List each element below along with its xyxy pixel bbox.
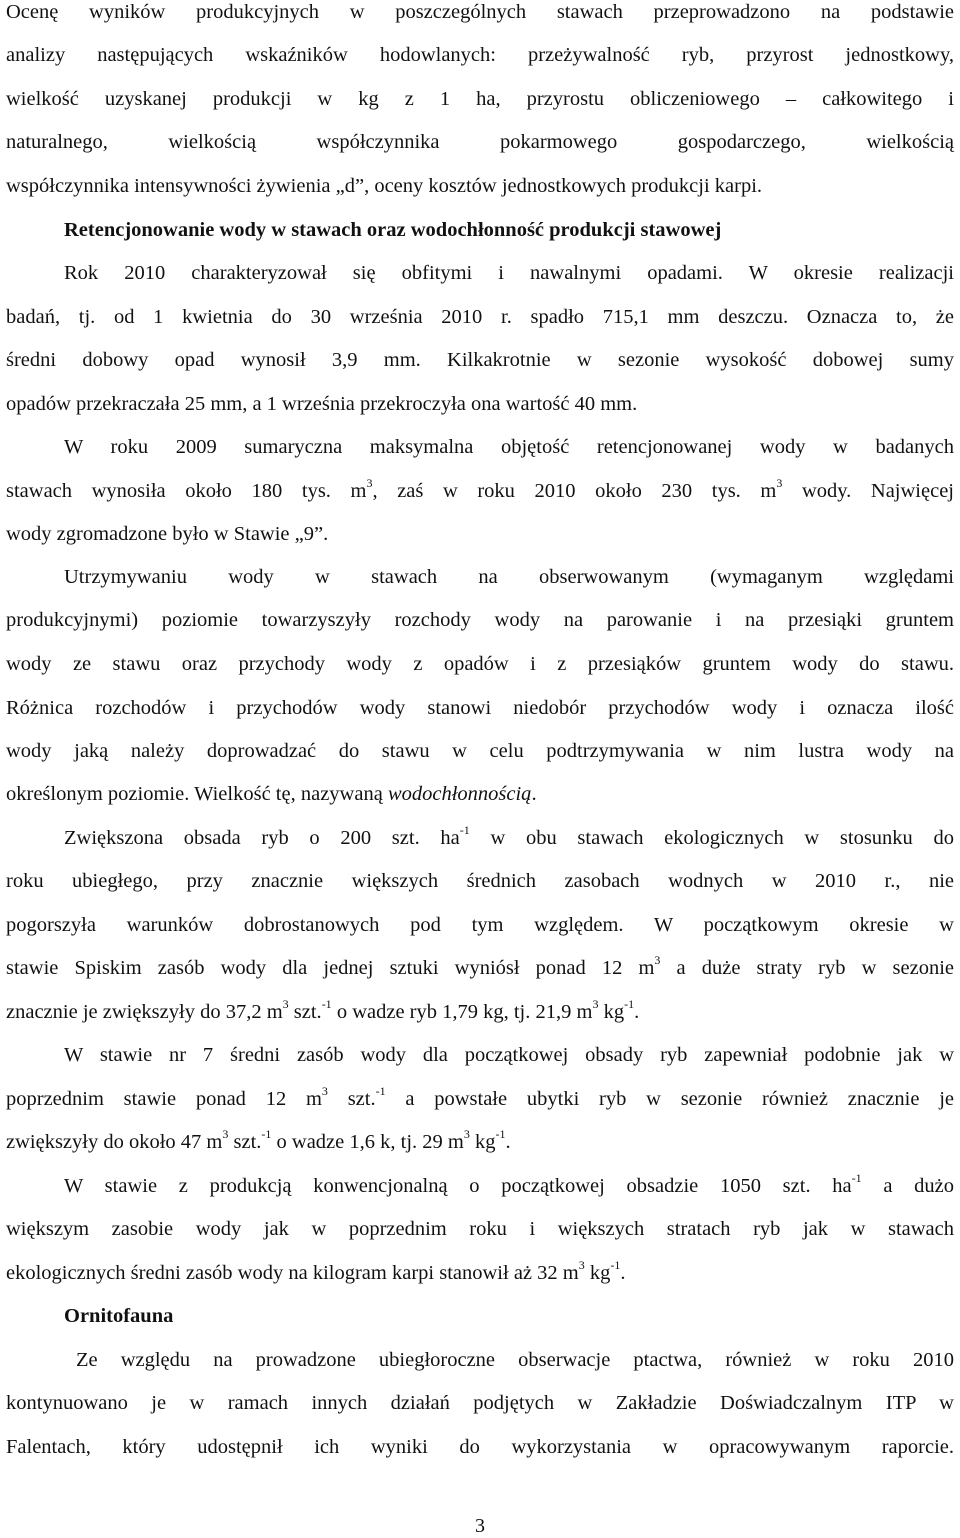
paragraph-line: W stawie nr 7 średni zasób wody dla początkowej obsady ryb zapewniał podobnie jak w — [64, 1044, 954, 1066]
text-run: kg — [584, 1262, 611, 1284]
superscript: -1 — [851, 1171, 862, 1186]
text-run: o wadze ryb 1,79 kg, tj. 21,9 m — [331, 1001, 593, 1023]
paragraph-line — [64, 1172, 954, 1200]
superscript: 3 — [776, 476, 783, 491]
paragraph-line: naturalnego, wielkością współczynnika pokarmowego gospodarczego, wielkością — [6, 131, 954, 153]
text-run: . — [505, 1131, 511, 1153]
text-run: szt. — [228, 1131, 262, 1153]
paragraph-line — [6, 954, 954, 982]
text-run: . — [531, 783, 537, 805]
text-run: a powstałe ubytki ryb w sezonie również znacznie je — [385, 1088, 954, 1110]
superscript: 3 — [321, 1084, 328, 1099]
text-run: określonym poziomie. Wielkość tę, nazywaną — [6, 783, 388, 805]
text-run: Zwiększona obsada ryb o 200 szt. ha — [64, 827, 460, 849]
paragraph-line — [6, 477, 954, 505]
text-run: szt. — [288, 1001, 322, 1023]
text-run: . — [620, 1262, 626, 1284]
text-run: znacznie je zwiększyły do 37,2 m — [6, 1001, 283, 1023]
paragraph-line: wielkość uzyskanej produkcji w kg z 1 ha, przyrostu obliczeniowego – całkowitego i — [6, 88, 954, 110]
text-run: o wadze 1,6 k, tj. 29 m — [271, 1131, 464, 1153]
superscript: 3 — [222, 1127, 229, 1142]
text-run: stawie Spiskim zasób wody dla jednej sztuki wyniósł ponad 12 m — [6, 957, 655, 979]
superscript: 3 — [578, 1258, 585, 1273]
paragraph-line: średni dobowy opad wynosił 3,9 mm. Kilkakrotnie w sezonie wysokość dobowej sumy — [6, 349, 954, 371]
paragraph-line: opadów przekraczała 25 mm, a 1 września przekroczyła ona wartość 40 mm. — [6, 393, 638, 415]
superscript: 3 — [366, 476, 373, 491]
superscript: 3 — [654, 953, 661, 968]
text-run: szt. — [327, 1088, 376, 1110]
superscript: -1 — [459, 823, 470, 838]
text-run: w obu stawach ekologicznych w stosunku do — [469, 827, 955, 849]
paragraph-line: analizy następujących wskaźników hodowlanych: przeżywalność ryb, przyrost jednostkowy, — [6, 44, 954, 66]
section-heading: Ornitofauna — [64, 1305, 174, 1327]
superscript: -1 — [261, 1127, 272, 1142]
text-run: . — [634, 1001, 640, 1023]
text-run: ekologicznych średni zasób wody na kilogram karpi stanowił aż 32 m — [6, 1262, 579, 1284]
paragraph-line: pogorszyła warunków dobrostanowych pod tym względem. W początkowym okresie w — [6, 914, 954, 936]
paragraph-line: Ocenę wyników produkcyjnych w poszczególnych stawach przeprowadzono na podstawie — [6, 1, 954, 23]
superscript: 3 — [592, 997, 599, 1012]
superscript: 3 — [463, 1127, 470, 1142]
paragraph-line — [6, 1085, 954, 1113]
paragraph-line: współczynnika intensywności żywienia „d”, oceny kosztów jednostkowych produkcji karpi. — [6, 175, 763, 197]
paragraph-line: wody zgromadzone było w Stawie „9”. — [6, 523, 329, 545]
paragraph-line: Falentach, który udostępnił ich wyniki do wykorzystania w opracowywanym raporcie. — [6, 1436, 954, 1458]
paragraph-line: Utrzymywaniu wody w stawach na obserwowanym (wymaganym względami — [64, 566, 954, 588]
paragraph-line — [6, 1259, 954, 1287]
paragraph-line: wody ze stawu oraz przychody wody z opadów i z przesiąków gruntem wody do stawu. — [6, 653, 954, 675]
section-heading: Retencjonowanie wody w stawach oraz wodochłonność produkcji stawowej — [64, 219, 722, 241]
italic-term: wodochłonnością — [387, 783, 532, 805]
paragraph-line: W roku 2009 sumaryczna maksymalna objętość retencjonowanej wody w badanych — [64, 436, 954, 458]
paragraph-line: Ze względu na prowadzone ubiegłoroczne obserwacje ptactwa, również w roku 2010 — [76, 1349, 954, 1371]
superscript: -1 — [610, 1258, 621, 1273]
text-run: zwiększyły do około 47 m — [6, 1131, 223, 1153]
paragraph-line — [64, 824, 954, 852]
superscript: -1 — [495, 1127, 506, 1142]
paragraph-line: wody jaką należy doprowadzać do stawu w celu podtrzymywania w nim lustra wody na — [6, 740, 954, 762]
paragraph-line — [6, 1128, 954, 1156]
text-run: poprzednim stawie ponad 12 m — [6, 1088, 322, 1110]
text-run: a duże straty ryb w sezonie — [660, 957, 954, 979]
paragraph-line: Różnica rozchodów i przychodów wody stanowi niedobór przychodów wody i oznacza ilość — [6, 697, 954, 719]
paragraph-line — [6, 998, 954, 1026]
paragraph-line — [6, 780, 954, 808]
superscript: 3 — [282, 997, 289, 1012]
superscript: -1 — [321, 997, 332, 1012]
text-run: W stawie z produkcją konwencjonalną o początkowej obsadzie 1050 szt. ha — [64, 1175, 852, 1197]
text-run: wody. Najwięcej — [782, 480, 954, 502]
text-run: , zaś w roku 2010 około 230 tys. m — [372, 480, 777, 502]
text-run: kg — [469, 1131, 496, 1153]
page-number: 3 — [475, 1515, 485, 1537]
text-run: kg — [598, 1001, 625, 1023]
paragraph-line: produkcyjnymi) poziomie towarzyszyły rozchody wody na parowanie i na przesiąki gruntem — [6, 609, 954, 631]
text-run: a dużo — [861, 1175, 954, 1197]
superscript: -1 — [624, 997, 635, 1012]
paragraph-line: roku ubiegłego, przy znacznie większych średnich zasobach wodnych w 2010 r., nie — [6, 870, 954, 892]
paragraph-line: badań, tj. od 1 kwietnia do 30 września 2010 r. spadło 715,1 mm deszczu. Oznacza to, że — [6, 306, 954, 328]
text-run: stawach wynosiła około 180 tys. m — [6, 480, 367, 502]
paragraph-line: kontynuowano je w ramach innych działań podjętych w Zakładzie Doświadczalnym ITP w — [6, 1392, 954, 1414]
paragraph-line: Rok 2010 charakteryzował się obfitymi i nawalnymi opadami. W okresie realizacji — [64, 262, 954, 284]
superscript: -1 — [375, 1084, 386, 1099]
paragraph-line: większym zasobie wody jak w poprzednim roku i większych stratach ryb jak w stawach — [6, 1218, 954, 1240]
